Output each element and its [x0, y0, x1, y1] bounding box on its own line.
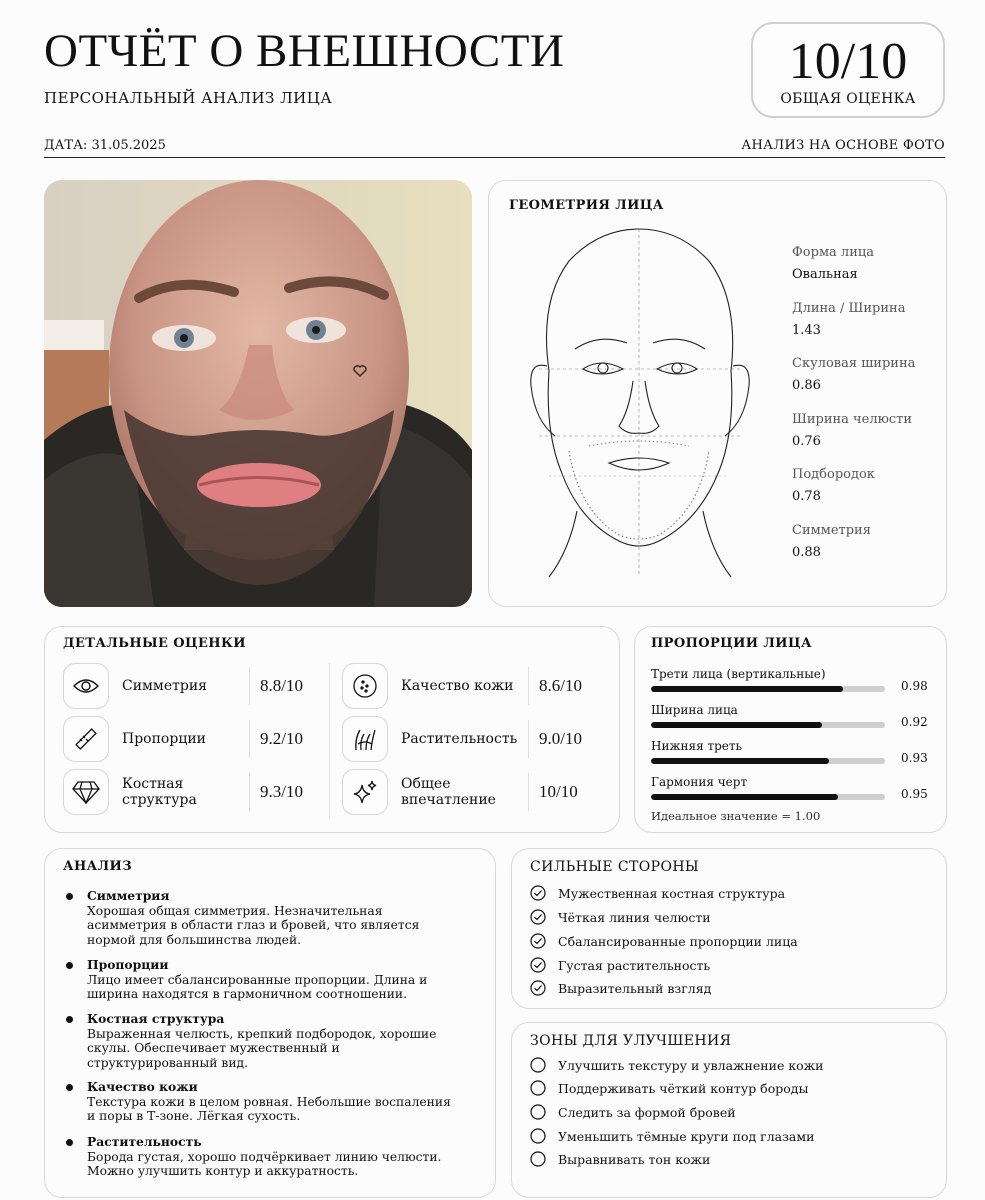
hair-icon — [342, 716, 388, 762]
check-circle-icon — [530, 885, 546, 901]
proportion-bar — [651, 758, 885, 764]
eye-icon — [63, 663, 109, 709]
score-label: Пропорции — [122, 731, 206, 747]
score-item-proportions — [63, 716, 327, 762]
analysis-item — [87, 1012, 457, 1070]
metric-value: 0.88 — [792, 544, 821, 560]
sparkle-icon — [342, 769, 388, 815]
score-item-symmetry — [63, 663, 327, 709]
analysis-item-heading: Качество кожи — [87, 1079, 198, 1094]
metric-value: Овальная — [792, 267, 858, 282]
proportion-value: 0.93 — [901, 751, 928, 765]
empty-circle-icon — [530, 1128, 546, 1144]
face-sketch-illustration — [509, 221, 769, 581]
metric-label: Подбородок — [792, 467, 875, 483]
strength-text: Чёткая линия челюсти — [558, 909, 711, 925]
strength-item — [530, 885, 785, 901]
metric-value: 0.78 — [792, 489, 821, 505]
page-title: ОТЧЁТ О ВНЕШНОСТИ — [44, 25, 565, 77]
detailed-scores-title: ДЕТАЛЬНЫЕ ОЦЕНКИ — [63, 636, 246, 651]
score-label: Общее впечатление — [401, 776, 496, 808]
score-value: 9.3/10 — [249, 773, 327, 811]
score-value: 9.0/10 — [528, 720, 606, 758]
skin-icon — [342, 663, 388, 709]
score-label: Костная структура — [122, 776, 197, 808]
proportion-row — [651, 667, 941, 693]
header-divider — [44, 157, 945, 158]
strength-text: Выразительный взгляд — [558, 980, 712, 996]
overall-score-label: ОБЩАЯ ОЦЕНКА — [780, 91, 916, 107]
strength-item — [530, 957, 710, 973]
metric-jaw-width — [792, 412, 915, 468]
overall-score-value: 10/10 — [788, 33, 908, 90]
ideal-value-note: Идеальное значение = 1.00 — [651, 809, 821, 823]
analysis-item-text: Лицо имеет сбалансированные пропорции. Длина и ширина находятся в гармоничном соотношении. — [87, 972, 428, 1001]
improvement-item — [530, 1151, 710, 1167]
score-item-facial-hair — [342, 716, 606, 762]
improvement-item — [530, 1057, 824, 1073]
proportion-label: Гармония черт — [651, 775, 748, 789]
strength-item — [530, 933, 798, 949]
score-item-bone-structure — [63, 769, 327, 815]
analysis-item — [87, 1080, 457, 1124]
strengths-title: СИЛЬНЫЕ СТОРОНЫ — [530, 859, 700, 875]
score-value: 8.6/10 — [528, 667, 606, 705]
metric-label: Форма лица — [792, 245, 874, 260]
check-circle-icon — [530, 909, 546, 925]
metric-value: 0.86 — [792, 378, 821, 394]
face-proportions-title: ПРОПОРЦИИ ЛИЦА — [651, 636, 812, 651]
improvement-areas-card — [511, 1022, 947, 1198]
improvement-text: Улучшить текстуру и увлажнение кожи — [558, 1057, 824, 1073]
proportion-label: Нижняя треть — [651, 739, 743, 753]
score-label: Растительность — [401, 731, 518, 747]
analysis-title: АНАЛИЗ — [63, 859, 133, 874]
analysis-item — [87, 958, 457, 1002]
analysis-item — [87, 1135, 457, 1179]
face-geometry-metrics — [792, 245, 915, 579]
empty-circle-icon — [530, 1104, 546, 1120]
metric-chin — [792, 467, 915, 523]
analysis-card — [44, 848, 496, 1198]
diamond-icon — [63, 769, 109, 815]
strengths-card — [511, 848, 947, 1009]
empty-circle-icon — [530, 1151, 546, 1167]
score-value: 9.2/10 — [249, 720, 327, 758]
analysis-item-heading: Костная структура — [87, 1011, 225, 1026]
strength-item — [530, 980, 711, 996]
proportion-row — [651, 703, 941, 729]
check-circle-icon — [530, 980, 546, 996]
strength-text: Густая растительность — [558, 957, 711, 973]
analysis-item-text: Борода густая, хорошо подчёркивает линию челюсти. Можно улучшить контур и аккуратность. — [87, 1149, 442, 1178]
face-geometry-title: ГЕОМЕТРИЯ ЛИЦА — [509, 198, 664, 213]
proportion-row — [651, 775, 941, 801]
detailed-scores-card — [44, 626, 620, 833]
analysis-item-heading: Растительность — [87, 1134, 202, 1149]
metric-face-shape — [792, 245, 915, 301]
proportion-bar-fill — [651, 722, 822, 728]
improvement-item — [530, 1080, 808, 1096]
improvement-text: Следить за формой бровей — [558, 1104, 736, 1120]
face-proportions-card — [634, 626, 947, 833]
metric-value: 1.43 — [792, 322, 821, 338]
metric-label: Скуловая ширина — [792, 356, 916, 372]
proportion-bar — [651, 794, 885, 800]
proportion-bar-fill — [651, 686, 843, 692]
score-item-skin-quality — [342, 663, 606, 709]
improvement-text: Выравнивать тон кожи — [558, 1151, 711, 1167]
report-date: ДАТА: 31.05.2025 — [44, 138, 166, 153]
empty-circle-icon — [530, 1057, 546, 1073]
overall-score-badge — [751, 22, 945, 118]
proportion-row — [651, 739, 941, 765]
empty-circle-icon — [530, 1080, 546, 1096]
column-divider — [329, 663, 330, 819]
score-label: Качество кожи — [401, 678, 514, 694]
metric-label: Симметрия — [792, 522, 871, 538]
face-photo — [44, 180, 472, 607]
analysis-item — [87, 889, 457, 947]
score-value: 8.8/10 — [249, 667, 327, 705]
analysis-item-text: Выраженная челюсть, крепкий подбородок, хорошие скулы. Обеспечивает мужественный и структурированный вид. — [87, 1026, 437, 1070]
proportion-value: 0.92 — [901, 715, 928, 729]
proportion-value: 0.95 — [901, 787, 928, 801]
analysis-item-text: Хорошая общая симметрия. Незначительная асимметрия в области глаз и бровей, что является нормой для большинства людей. — [87, 903, 420, 947]
improvement-text: Поддерживать чёткий контур бороды — [558, 1080, 809, 1096]
metric-label: Длина / Ширина — [792, 300, 906, 316]
improvement-item — [530, 1104, 736, 1120]
metric-length-width — [792, 301, 915, 357]
metric-value: 0.76 — [792, 433, 821, 449]
report-basis: АНАЛИЗ НА ОСНОВЕ ФОТО — [741, 138, 945, 153]
proportion-label: Ширина лица — [651, 703, 738, 717]
face-geometry-card — [488, 180, 947, 607]
improvement-item — [530, 1128, 814, 1144]
strength-text: Сбалансированные пропорции лица — [558, 933, 798, 949]
score-item-overall-impression — [342, 769, 606, 815]
metric-symmetry — [792, 523, 915, 579]
improvement-areas-title: ЗОНЫ ДЛЯ УЛУЧШЕНИЯ — [530, 1033, 732, 1049]
proportion-bar — [651, 722, 885, 728]
analysis-item-heading: Симметрия — [87, 888, 170, 903]
proportion-bar — [651, 686, 885, 692]
proportion-bar-fill — [651, 794, 838, 800]
proportion-value: 0.98 — [901, 679, 928, 693]
score-label: Симметрия — [122, 678, 207, 694]
proportion-label: Трети лица (вертикальные) — [651, 667, 826, 681]
ruler-icon — [63, 716, 109, 762]
strength-item — [530, 909, 711, 925]
proportion-bar-fill — [651, 758, 829, 764]
improvement-text: Уменьшить тёмные круги под глазами — [558, 1128, 815, 1144]
score-value: 10/10 — [528, 773, 606, 811]
check-circle-icon — [530, 933, 546, 949]
analysis-item-heading: Пропорции — [87, 957, 169, 972]
check-circle-icon — [530, 957, 546, 973]
strength-text: Мужественная костная структура — [558, 885, 786, 901]
metric-cheekbone-width — [792, 356, 915, 412]
metric-label: Ширина челюсти — [792, 411, 913, 427]
analysis-item-text: Текстура кожи в целом ровная. Небольшие воспаления и поры в Т-зоне. Лёгкая сухость. — [87, 1094, 451, 1123]
page-subtitle: ПЕРСОНАЛЬНЫЙ АНАЛИЗ ЛИЦА — [44, 89, 333, 107]
